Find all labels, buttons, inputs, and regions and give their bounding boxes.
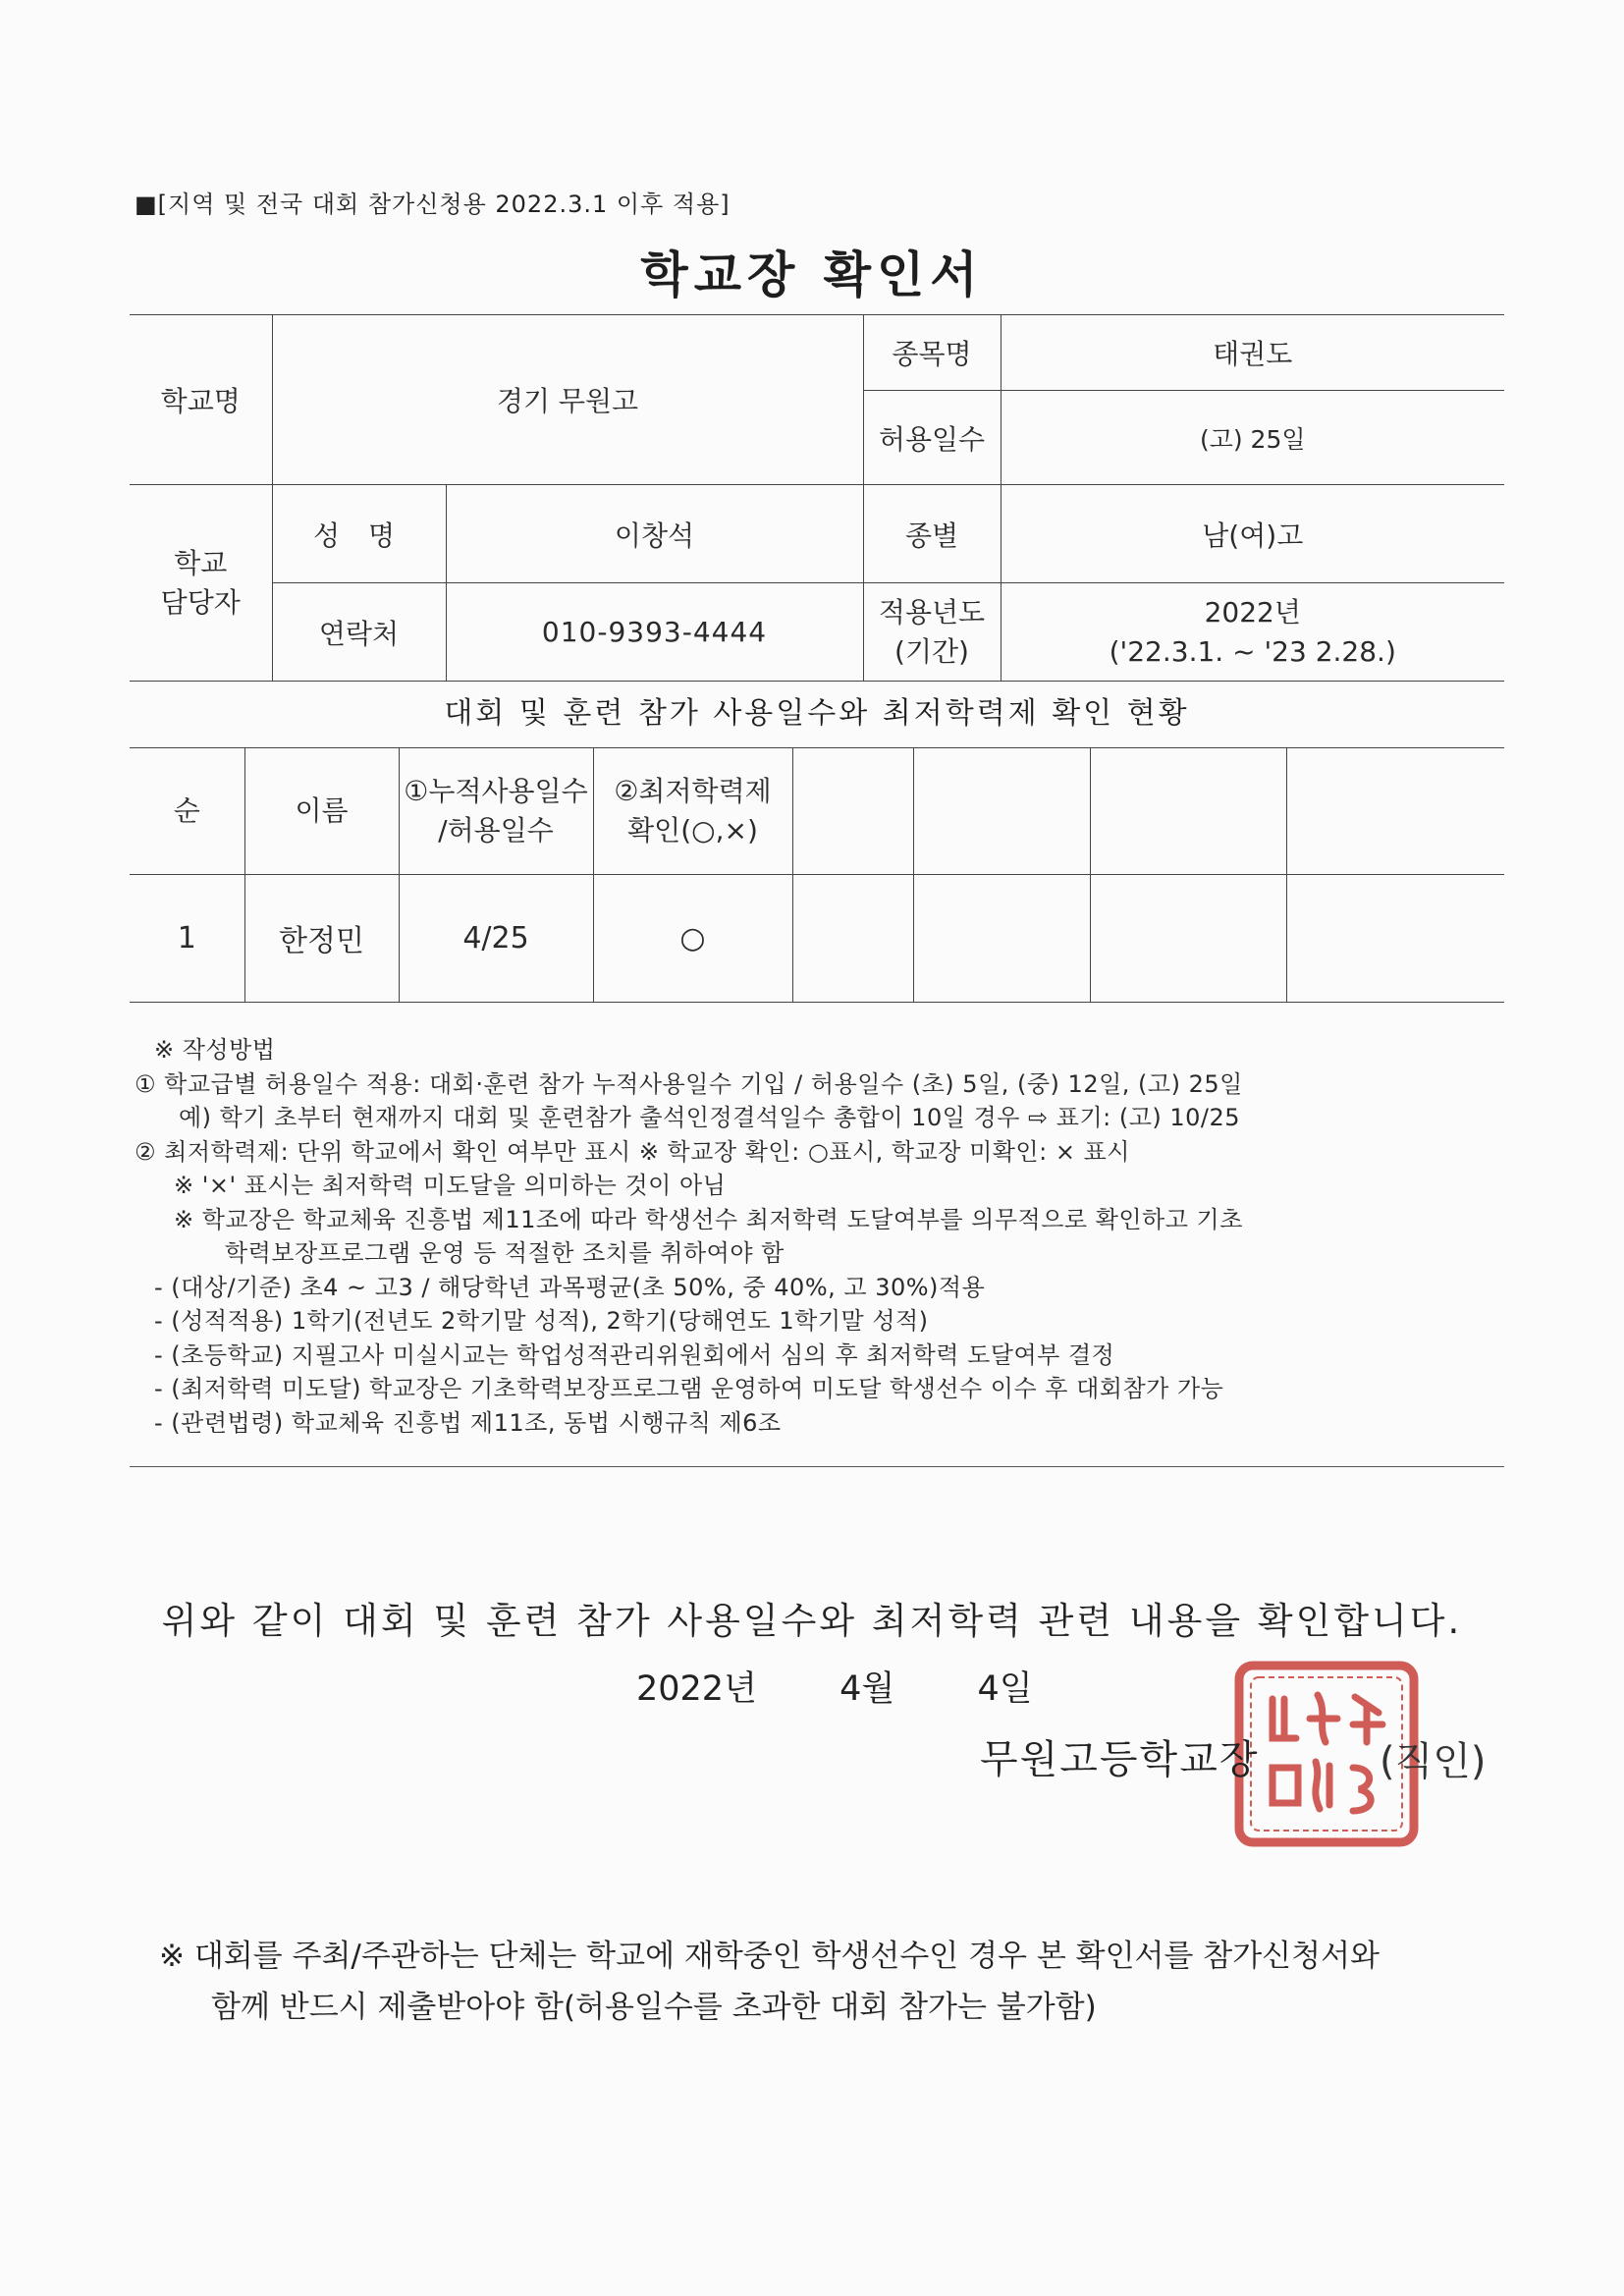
divider [130,1466,1504,1467]
footer-line1: ※ 대회를 주최/주관하는 단체는 학교에 재학중인 학생선수인 경우 본 확인서를 참가신청서와 [159,1939,1380,1974]
note-line: ※ 학교장은 학교체육 진흥법 제11조에 따라 학생선수 최저학력 도달여부를 의무적으로 확인하고 기초 [174,1205,1243,1233]
year-label-line2: (기간) [894,634,969,668]
status-title: 대회 및 훈련 참가 사용일수와 최저학력제 확인 현황 [130,680,1504,748]
footer-note [159,1931,1380,2033]
note-line: - (성적적용) 1학기(전년도 2학기말 성적), 2학기(당해연도 1학기말 성적) [154,1307,929,1335]
school-value: 경기 무원고 [272,315,863,485]
row-no: 1 [130,874,244,1002]
contact-label: 연락처 [272,583,446,682]
col-days-header [399,748,593,874]
seal-label: (직인) [1380,1739,1487,1784]
col-days-header-line2: /허용일수 [438,813,554,847]
year-label-line1: 적용년도 [878,595,986,629]
note-line: - (초등학교) 지필고사 미실시교는 학업성적관리위원회에서 심의 후 최저학력 도달여부 결정 [154,1340,1115,1369]
instructions [135,1033,1509,1440]
gender-label: 종별 [863,485,1001,583]
sport-label: 종목명 [863,315,1001,391]
year-value [1001,583,1504,682]
date-month: 4월 [839,1669,895,1709]
confirmation-statement: 위와 같이 대회 및 훈련 참가 사용일수와 최저학력 관련 내용을 확인합니다. [161,1600,1463,1642]
footer-line2: 함께 반드시 제출받아야 함(허용일수를 초과한 대회 참가는 불가함) [211,1990,1097,2025]
note-line: ① 학교급별 허용일수 적용: 대회·훈련 참가 누적사용일수 기입 / 허용일수 (초) 5일, (중) 12일, (고) 25일 [135,1069,1243,1098]
note-line: 학력보장프로그램 운영 등 적절한 조치를 취하여야 함 [225,1239,785,1267]
staff-label-line1: 학교 [174,546,228,579]
empty-cell [1090,874,1286,1002]
empty-header-cell [1286,748,1504,874]
name-value: 이창석 [446,485,863,583]
note-line: ② 최저학력제: 단위 학교에서 확인 여부만 표시 ※ 학교장 확인: ○표시, 학교장 미확인: × 표시 [135,1137,1130,1166]
sport-value: 태권도 [1001,315,1504,391]
date-day: 4일 [977,1669,1033,1709]
name-label: 성 명 [272,485,446,583]
allowed-value: (고) 25일 [1001,391,1504,485]
note-line: ※ 작성방법 [154,1036,276,1064]
status-table [130,748,1504,1003]
empty-cell [792,874,913,1002]
row-name: 한정민 [244,874,399,1002]
info-table [130,314,1504,682]
empty-header-cell [792,748,913,874]
row-check: ○ [593,874,792,1002]
col-days-header-line1: ①누적사용일수 [404,774,588,807]
staff-label-line2: 담당자 [160,585,241,619]
empty-cell [913,874,1090,1002]
col-min-header [593,748,792,874]
note-line: - (대상/기준) 초4 ~ 고3 / 해당학년 과목평균(초 50%, 중 40%, 고 30%)적용 [154,1273,986,1301]
empty-header-cell [913,748,1090,874]
empty-header-cell [1090,748,1286,874]
school-label: 학교명 [130,315,272,485]
document-title: 학교장 확인서 [640,246,984,303]
note-line: ※ '×' 표시는 최저학력 미도달을 의미하는 것이 아님 [174,1172,727,1199]
col-no-header: 순 [130,748,244,874]
date-year: 2022년 [636,1669,757,1709]
note-line: - (관련법령) 학교체육 진흥법 제11조, 동법 시행규칙 제6조 [154,1408,782,1437]
signer-name: 무원고등학교장 [980,1737,1260,1782]
table-row [130,874,1504,1002]
note-line: 예) 학기 초부터 현재까지 대회 및 훈련참가 출석인정결석일수 총합이 10일 경우 ⇨ 표기: (고) 10/25 [179,1104,1241,1131]
year-value-line1: 2022년 [1204,595,1301,629]
row-days: 4/25 [399,874,593,1002]
year-value-line2: ('22.3.1. ~ '23 2.28.) [1109,634,1396,668]
staff-label [130,485,272,682]
issue-date [636,1662,1033,1711]
col-name-header: 이름 [244,748,399,874]
note-line: - (최저학력 미도달) 학교장은 기초학력보장프로그램 운영하여 미도달 학생선수 이수 후 대회참가 가능 [154,1375,1224,1402]
col-min-header-line1: ②최저학력제 [614,774,772,807]
col-min-header-line2: 확인(○,×) [627,813,758,847]
empty-cell [1286,874,1504,1002]
allowed-label: 허용일수 [863,391,1001,485]
gender-value: 남(여)고 [1001,485,1504,583]
header-note: ■[지역 및 전국 대회 참가신청용 2022.3.1 이후 적용] [135,191,731,218]
contact-value: 010-9393-4444 [446,583,863,682]
year-label [863,583,1001,682]
